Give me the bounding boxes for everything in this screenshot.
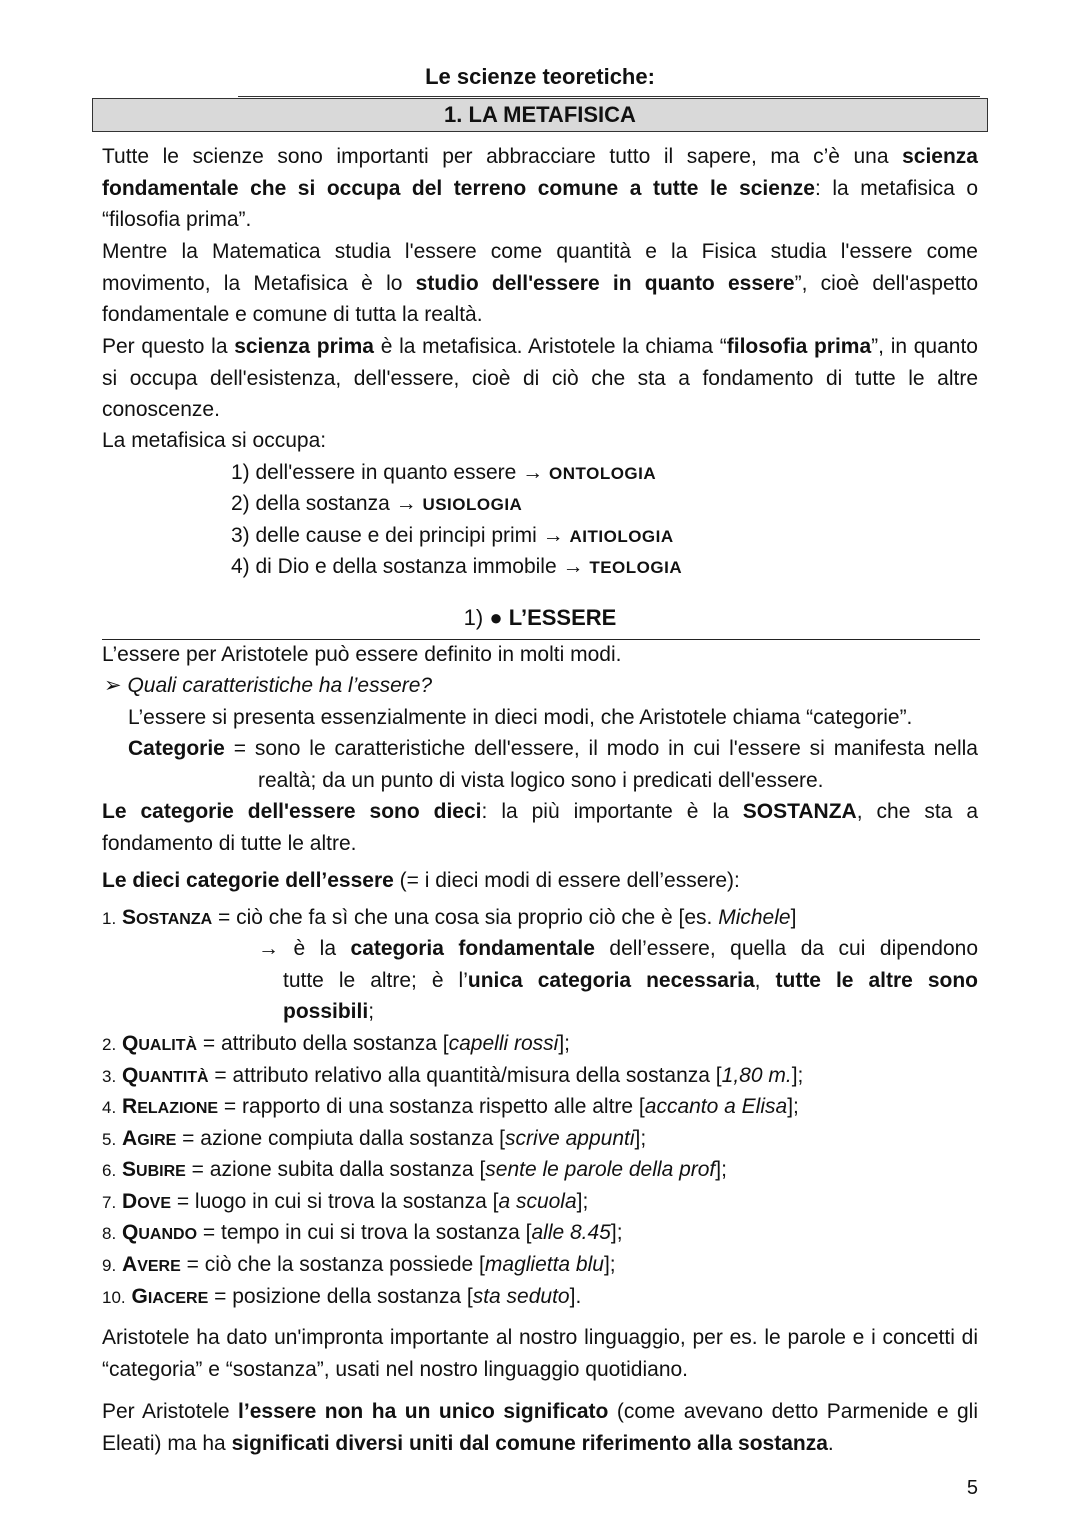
rest: OVE — [137, 1195, 171, 1212]
category-name — [122, 1253, 181, 1276]
intro-paragraph-1 — [102, 141, 978, 236]
cap: D — [122, 1190, 138, 1213]
subsection-heading — [0, 605, 1080, 631]
example: accanto a Elisa — [644, 1095, 788, 1118]
topic-term: TEOLOGIA — [589, 558, 683, 577]
text: ]; — [610, 1221, 623, 1244]
category-item — [102, 1123, 646, 1157]
item-number: 9. — [102, 1256, 117, 1275]
item-number: 4. — [102, 1098, 117, 1117]
item-number: 8. — [102, 1224, 117, 1243]
text: ”, cioè dell'aspetto fondamentale e comune di tutta la realtà. — [102, 271, 979, 326]
sostanza-note-end — [283, 996, 374, 1028]
definition: = azione compiuta dalla sostanza [ — [176, 1127, 505, 1150]
bold-text: scienza prima — [234, 335, 374, 358]
text: tutte le altre; è l’ — [283, 969, 468, 992]
definition: = attributo relativo alla quantità/misura della sostanza [ — [208, 1064, 722, 1087]
dieci-paragraph-cont: fondamento di tutte le altre. — [102, 832, 357, 855]
topic-text: 1) dell'essere in quanto essere → — [231, 461, 550, 484]
text: ] — [790, 906, 797, 929]
page-title: Le scienze teoretiche: — [425, 64, 655, 89]
category-name — [122, 1158, 186, 1181]
section-title: 1. LA METAFISICA — [444, 102, 636, 127]
intro-paragraph-4: La metafisica si occupa: — [102, 429, 327, 452]
text: ]; — [715, 1158, 727, 1181]
bold-text: studio dell'essere in quanto essere — [415, 271, 795, 295]
rest: UANDO — [138, 1226, 198, 1243]
bold-text: unica categoria necessaria — [467, 969, 755, 992]
definition: = attributo della sostanza [ — [197, 1032, 449, 1055]
text: → è la — [258, 937, 351, 960]
category-item — [102, 1186, 588, 1220]
categorie-definition-cont: realtà; da un punto di vista logico sono i predicati dell'essere. — [258, 769, 824, 792]
category-name — [122, 1221, 197, 1244]
text: ]. — [569, 1285, 582, 1308]
category-item — [102, 1091, 799, 1125]
category-item — [102, 1281, 581, 1315]
essere-intro: L’essere per Aristotele può essere definito in molti modi. — [102, 643, 622, 666]
topic-term: USIOLOGIA — [422, 495, 523, 514]
category-name — [122, 1032, 197, 1055]
example: alle 8.45 — [531, 1221, 611, 1244]
topic-item — [231, 457, 656, 490]
bold-text: Le dieci categorie dell’essere — [102, 869, 394, 892]
definition: = tempo in cui si trova la sostanza [ — [197, 1221, 532, 1244]
bold-text: filosofia prima — [726, 335, 872, 358]
example: capelli rossi — [448, 1032, 559, 1055]
example: Michele — [718, 906, 791, 929]
dieci-paragraph — [102, 796, 978, 828]
definition: = azione subita dalla sostanza [ — [185, 1158, 486, 1181]
intro-paragraph-3 — [102, 331, 978, 426]
category-item — [102, 1249, 616, 1283]
definition: = rapporto di una sostanza rispetto alle altre [ — [218, 1095, 645, 1118]
subsection-title: L’ESSERE — [508, 605, 617, 630]
definition: = luogo in cui si trova la sostanza [ — [171, 1190, 499, 1213]
category-name — [122, 906, 212, 929]
question-line — [104, 670, 432, 702]
text: ]; — [576, 1190, 589, 1213]
topic-term: ONTOLOGIA — [549, 464, 657, 483]
topic-text: 4) di Dio e della sostanza immobile → — [231, 555, 590, 578]
text: ]; — [558, 1032, 570, 1055]
intro-paragraph-2 — [102, 236, 978, 331]
text: ”, in quanto si occupa dell'esistenza, dell'essere, cioè di ciò che sta a fondamento di tutte le altre conoscenze. — [102, 335, 978, 421]
text: ; — [368, 1000, 375, 1023]
categorie-definition — [128, 733, 978, 765]
definition: = ciò che fa sì che una cosa sia proprio ciò che è [es. — [212, 906, 719, 929]
topic-text: 3) delle cause e dei principi primi → — [231, 524, 570, 547]
title-underline — [238, 96, 980, 97]
closing-paragraph-1: Aristotele ha dato un'impronta importante al nostro linguaggio, per es. le parole e i concetti di “categoria” e “sostanza”, usati nel nostro linguaggio quotidiano. — [102, 1326, 978, 1381]
text: dell’essere, quella da cui dipendono — [594, 937, 979, 960]
bullet-arrow-icon: ➢ — [104, 674, 122, 697]
cap: R — [122, 1095, 138, 1118]
sostanza-note — [258, 933, 978, 965]
essere-modes: L’essere si presenta essenzialmente in dieci modi, che Aristotele chiama “categorie”. — [128, 706, 913, 729]
sostanza-note-cont — [283, 965, 978, 997]
bold-text: l’essere non ha un unico significato — [238, 1400, 609, 1423]
bold-text: categoria fondamentale — [350, 937, 595, 960]
rest: GIRE — [137, 1132, 177, 1149]
question-text: Quali caratteristiche ha l’essere? — [127, 674, 433, 697]
text: ]; — [634, 1127, 647, 1150]
category-item — [102, 1060, 803, 1094]
category-item — [102, 1217, 623, 1251]
text: . — [827, 1431, 834, 1455]
text: ]; — [791, 1064, 804, 1087]
rest: UALITÀ — [138, 1037, 198, 1054]
rest: ELAZIONE — [137, 1100, 219, 1117]
item-number: 10. — [102, 1288, 126, 1307]
rest: UBIRE — [136, 1163, 186, 1180]
text: Mentre la Matematica studia l'essere come quantità e la Fisica studia l'essere come movimento, la Metafisica è lo — [102, 240, 978, 295]
cap: S — [122, 906, 137, 929]
text: (come avevano detto Parmenide e gli Eleati) ma ha — [102, 1400, 979, 1455]
text: è la metafisica. Aristotele la chiama “ — [373, 335, 727, 358]
cap: A — [122, 1127, 138, 1150]
section-header-box — [92, 98, 988, 132]
text: : la più importante è la — [481, 800, 743, 823]
item-number: 5. — [102, 1130, 117, 1149]
bold-text: significati diversi uniti dal comune riferimento alla sostanza — [231, 1431, 828, 1455]
item-number: 1. — [102, 909, 117, 928]
bold-text: Le categorie dell'essere sono dieci — [102, 800, 482, 823]
topic-term: AITIOLOGIA — [569, 527, 674, 546]
definition: = ciò che la sostanza possiede [ — [180, 1253, 485, 1276]
example: maglietta blu — [484, 1253, 604, 1276]
subsection-number: 1) ● — [463, 605, 503, 630]
text: Per questo la — [102, 335, 235, 358]
cap: A — [122, 1253, 138, 1276]
category-item — [102, 1028, 570, 1062]
rest: VERE — [137, 1258, 181, 1275]
bold-text: Categorie — [128, 737, 225, 760]
category-name — [122, 1064, 209, 1087]
cap: G — [131, 1285, 148, 1308]
item-number: 7. — [102, 1193, 117, 1212]
text: (= i dieci modi di essere dell’essere): — [393, 869, 740, 892]
text: = sono le caratteristiche dell'essere, il modo in cui l'essere si manifesta nella — [224, 737, 978, 760]
definition: = posizione della sostanza [ — [208, 1285, 473, 1308]
text: , che sta a — [856, 800, 979, 823]
category-item — [102, 1154, 727, 1188]
text: ]; — [603, 1253, 616, 1276]
category-name — [122, 1095, 218, 1118]
bold-text: possibili — [283, 1000, 369, 1023]
example: sente le parole della prof — [485, 1158, 716, 1181]
rest: OSTANZA — [136, 911, 213, 928]
bold-text: scienza fondamentale che si occupa del terreno comune a tutte le scienze — [102, 145, 978, 200]
text: ]; — [787, 1095, 799, 1118]
list-heading — [102, 865, 740, 897]
item-number: 2. — [102, 1035, 117, 1054]
item-number: 6. — [102, 1161, 117, 1180]
example: 1,80 m. — [721, 1064, 792, 1087]
category-name — [122, 1127, 176, 1150]
text: , — [754, 969, 776, 992]
cap: Q — [122, 1064, 139, 1087]
page-number: 5 — [966, 1477, 978, 1499]
bold-text: tutte le altre sono — [775, 969, 978, 992]
category-name — [122, 1190, 171, 1213]
text: Tutte le scienze sono importanti per abbracciare tutto il sapere, ma c’è una — [102, 145, 903, 168]
rest: UANTITÀ — [138, 1069, 209, 1086]
text: : la metafisica o “filosofia prima”. — [102, 176, 978, 231]
example: sta seduto — [472, 1285, 570, 1308]
example: scrive appunti — [504, 1127, 635, 1150]
topic-text: 2) della sostanza → — [231, 492, 423, 515]
category-item — [102, 902, 796, 936]
cap: Q — [122, 1221, 139, 1244]
cap: Q — [122, 1032, 139, 1055]
closing-paragraph-2 — [102, 1396, 978, 1459]
bold-text: SOSTANZA — [742, 800, 857, 823]
topic-item — [231, 551, 682, 584]
text: Per Aristotele — [102, 1400, 239, 1423]
example: a scuola — [498, 1190, 577, 1213]
item-number: 3. — [102, 1067, 117, 1086]
category-name — [131, 1285, 208, 1308]
topic-item — [231, 488, 522, 521]
topic-item — [231, 520, 674, 553]
cap: S — [122, 1158, 137, 1181]
rest: IACERE — [147, 1290, 209, 1307]
